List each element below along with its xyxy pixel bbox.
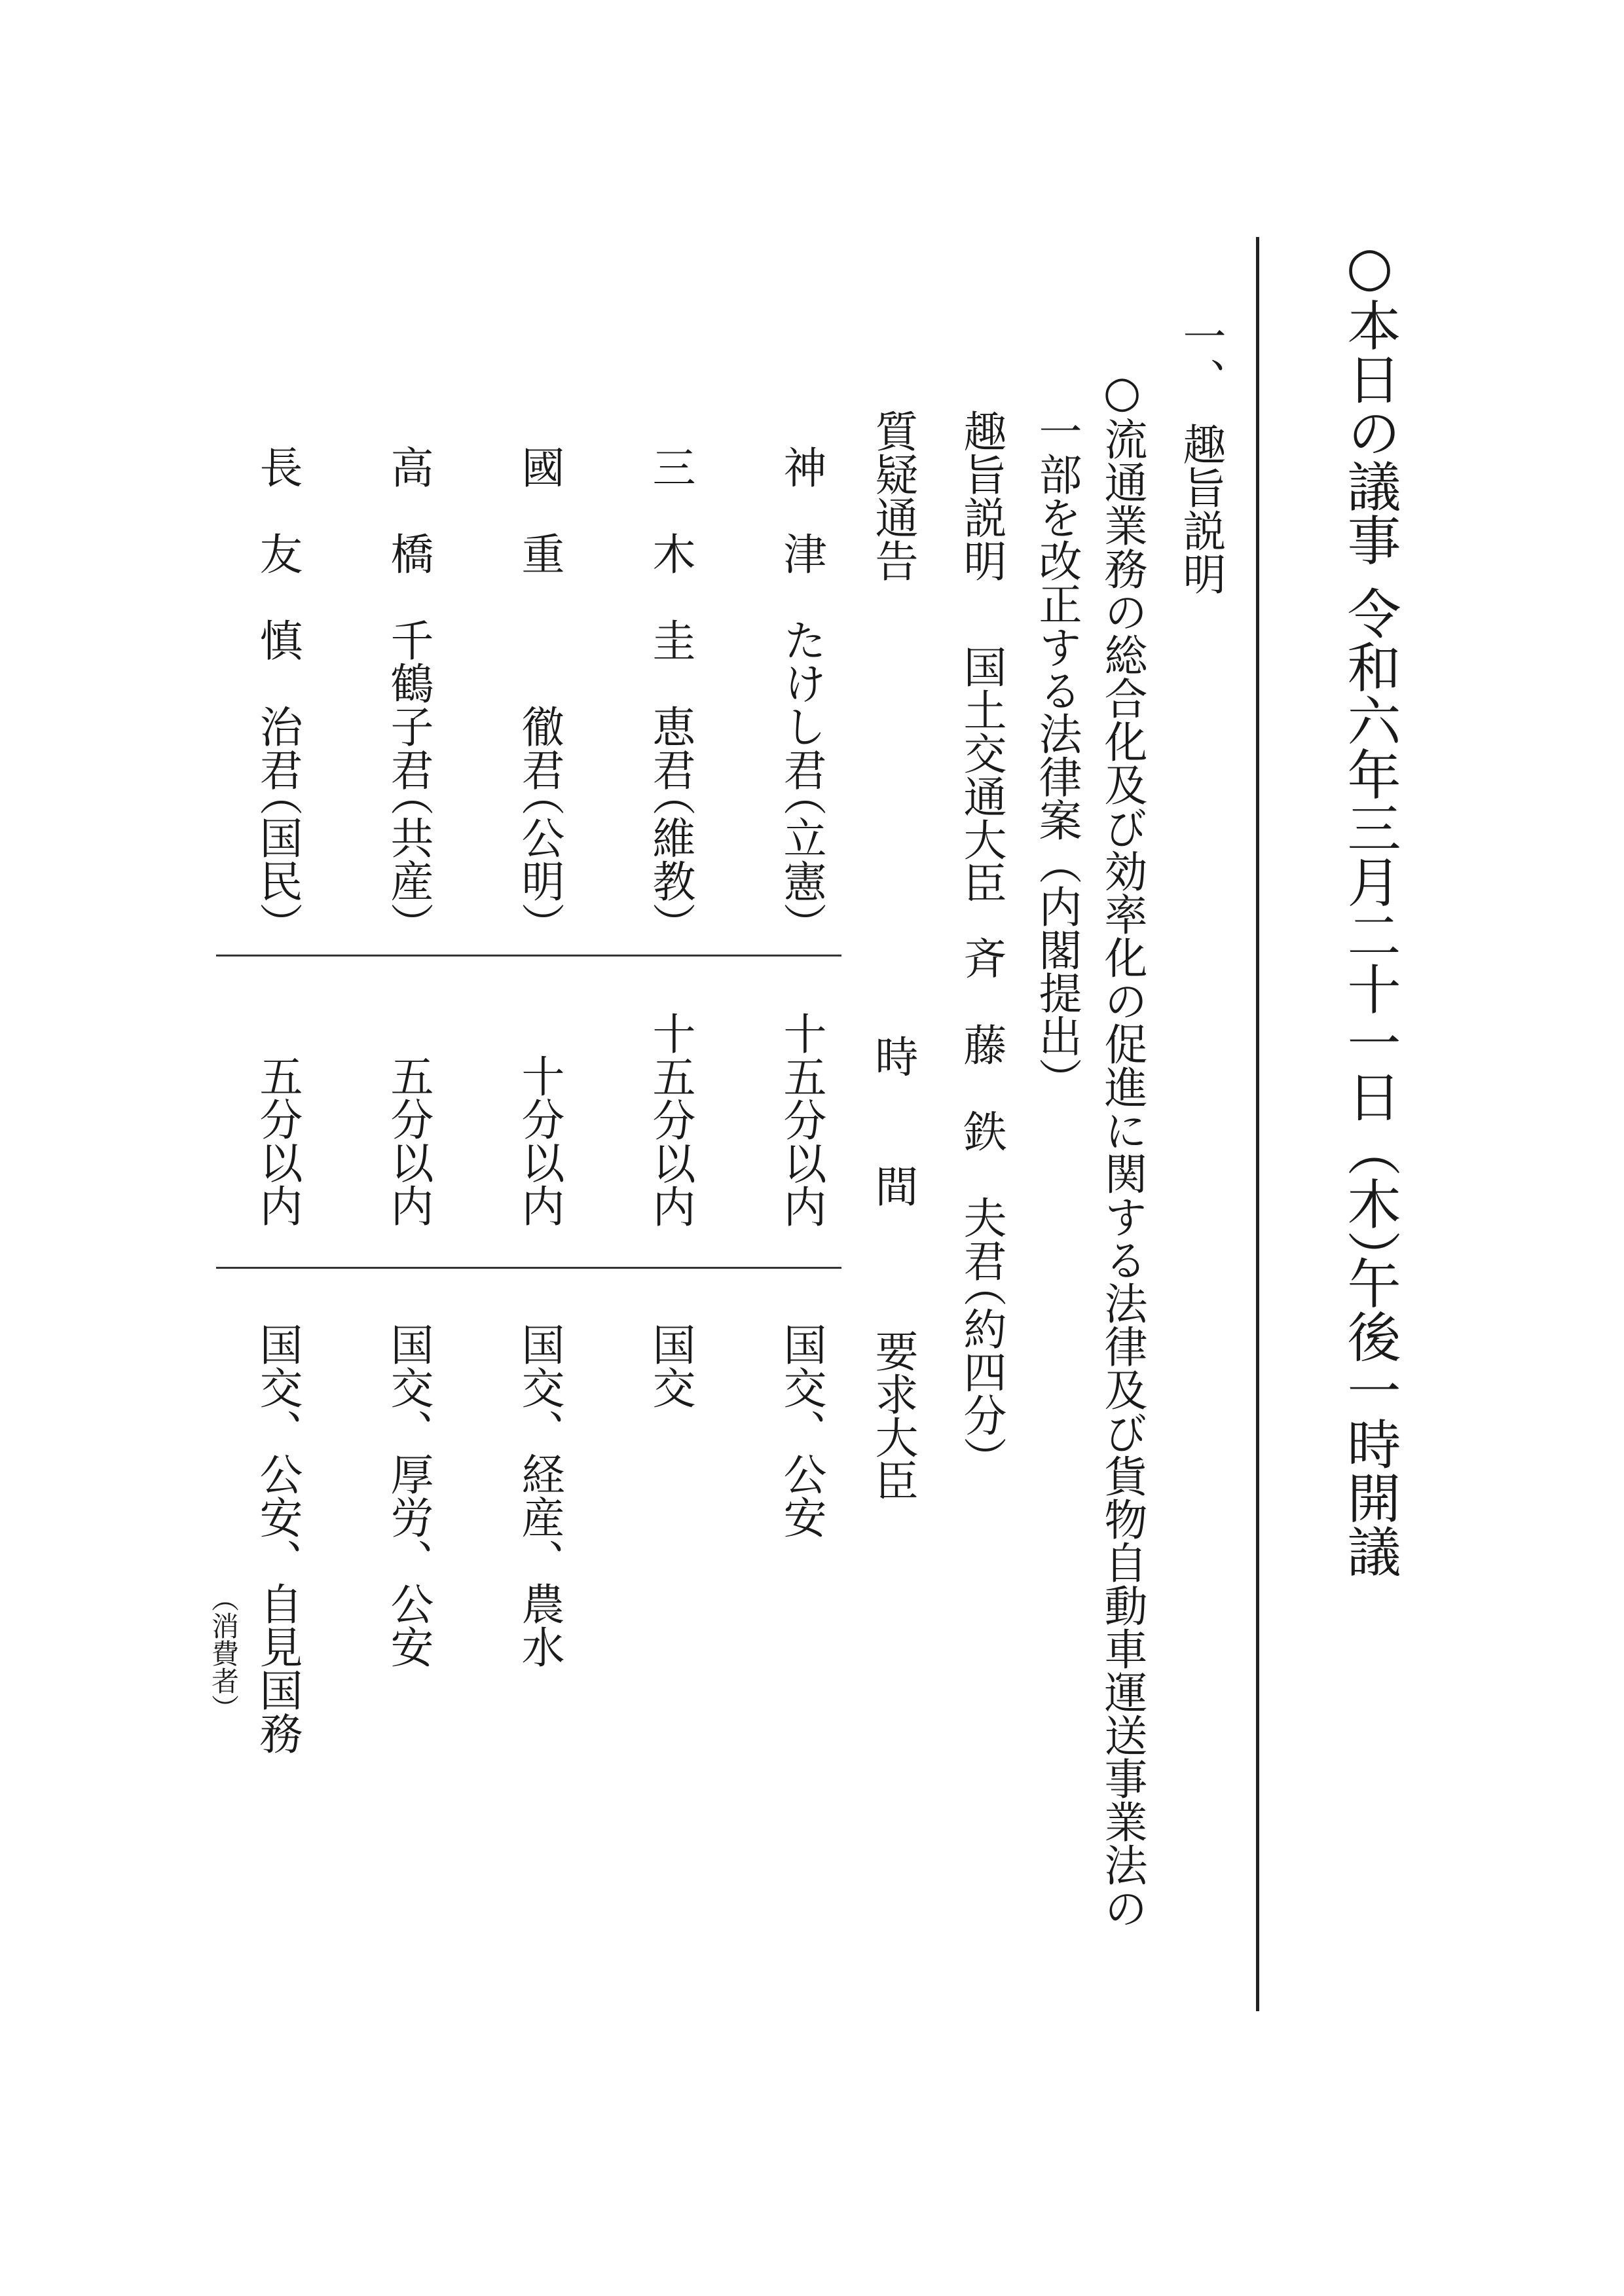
ministers-column-header: 要求大臣 <box>868 1329 918 1502</box>
questioner-name: 國 重 徹君 <box>514 445 564 791</box>
session-date: 令和六年三月二十一日（木） <box>1338 586 1401 1284</box>
explanation-label: 趣旨説明 <box>956 409 1006 582</box>
bill-title-line-2: 一部を改正する法律案（内閣提出） <box>1031 409 1082 1101</box>
explanation-duration: （約四分） <box>956 1264 1006 1480</box>
requested-ministers: 国交、経産、農水 <box>514 1322 564 1668</box>
questioner-time: 十五分以内 <box>645 1011 695 1228</box>
bill-title-line-1: ○流通業務の総合化及び効率化の促進に関する法律及び貨物自動車運送事業法の <box>1097 367 1147 1929</box>
requested-ministers: 国交、厚労、公安 <box>383 1322 434 1668</box>
session-start-time: 午後一時開議 <box>1338 1256 1401 1578</box>
page-title: ○本日の議事 <box>1338 236 1401 566</box>
questioner-name: 高 橋 千鶴子君 <box>383 445 434 791</box>
page-border-line <box>1256 237 1259 2011</box>
time-column-header: 時 間 <box>868 1034 918 1207</box>
questioner-time: 十分以内 <box>514 1054 564 1227</box>
explanation-role: 国土交通大臣 <box>956 645 1006 904</box>
questioner-party: （共産） <box>383 773 434 945</box>
explanation-speaker: 斉 藤 鉄 夫君 <box>956 936 1006 1282</box>
agenda-section-label: 一、 趣旨説明 <box>1175 314 1226 595</box>
requested-ministers: 国交、公安 <box>776 1322 826 1539</box>
questions-label: 質疑通告 <box>868 409 918 582</box>
column-divider <box>216 955 841 957</box>
questioner-name: 三 木 圭 恵君 <box>645 445 695 791</box>
requested-ministers-note: （消費者） <box>208 1584 240 1722</box>
column-divider <box>216 1267 841 1269</box>
questioner-party: （国民） <box>252 773 303 945</box>
requested-ministers: 国交 <box>645 1322 695 1409</box>
questioner-party: （維教） <box>645 773 695 945</box>
requested-ministers: 国交、公安、自見国務 <box>252 1322 303 1755</box>
questioner-time: 五分以内 <box>383 1054 434 1227</box>
questioner-time: 五分以内 <box>252 1054 303 1227</box>
questioner-name: 長 友 慎 治君 <box>252 445 303 791</box>
questioner-name: 神 津 たけし君 <box>776 445 826 791</box>
questioner-time: 十五分以内 <box>776 1011 826 1228</box>
questioner-party: （公明） <box>514 773 564 945</box>
questioner-party: （立憲） <box>776 773 826 945</box>
